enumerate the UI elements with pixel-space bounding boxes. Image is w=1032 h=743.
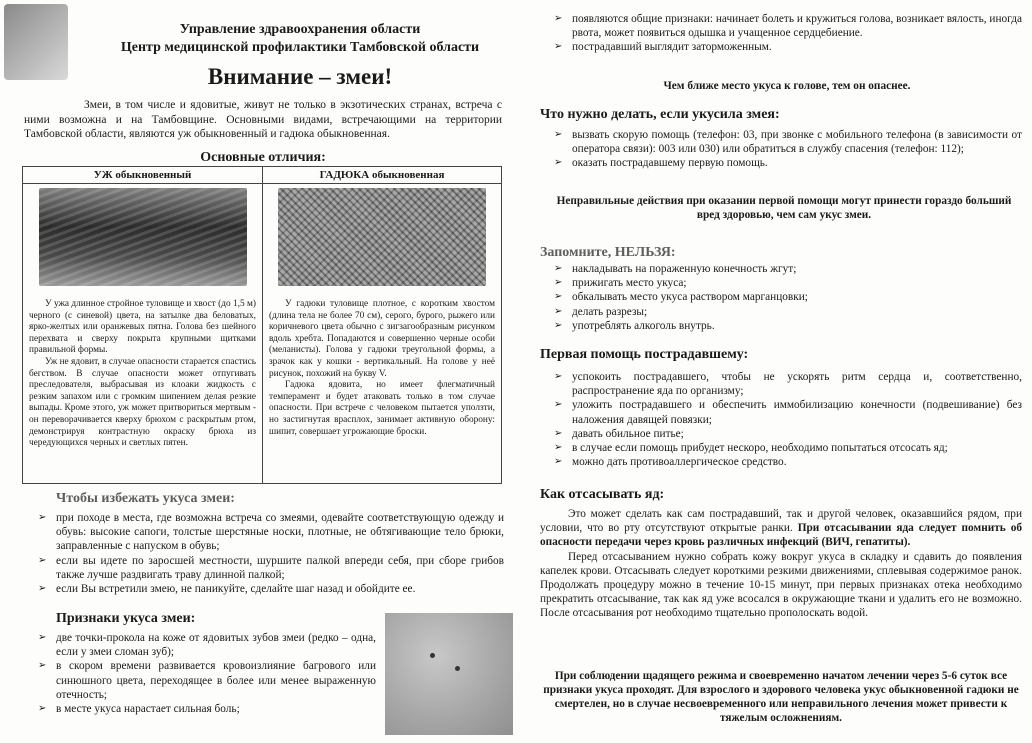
- suction-title: Как отсасывать яд:: [540, 487, 665, 502]
- list-item: ➢ уложить пострадавшего и обеспечить иммобилизацию конечности (подвешивание) без наложения давящей повязки;: [552, 398, 1022, 426]
- signs-list-continued: [552, 12, 1022, 55]
- list-item: ➢ пострадавший выглядит заторможенным.: [552, 40, 1022, 54]
- suction-instructions: [540, 507, 1022, 621]
- list-item: ➢ если вы идете по заросшей местности, шуршите палкой впереди себя, при сборе грибов также лучше раздвигать траву длинной палкой;: [36, 554, 504, 582]
- suction-paragraph-1: [540, 507, 1022, 550]
- avoid-title: Чтобы избежать укуса змеи:: [56, 491, 235, 506]
- list-item: ➢ оказать пострадавшему первую помощь.: [552, 156, 1022, 170]
- list-item: ➢ если Вы встретили змею, не паникуйте, сделайте шаг назад и обойдите ее.: [36, 582, 504, 596]
- differences-title: Основные отличия:: [200, 150, 326, 165]
- list-item: ➢ можно дать противоаллергическое средство.: [552, 455, 1022, 469]
- comparison-table: [22, 166, 502, 484]
- bite-photo: [385, 613, 513, 735]
- intro-paragraph: Змеи, в том числе и ядовитые, живут не только в экзотических странах, встреча с ними возможна и на Тамбовщине. Основными видами, встречающими на территории Тамбовской области, являются уж обыкновенный и гадюка обыкновенная.: [24, 99, 502, 140]
- signs-list: [36, 631, 376, 716]
- forbidden-list: [552, 262, 1022, 333]
- list-item: ➢ в случае если помощь прибудет нескоро, необходимо попытаться отсосать яд;: [552, 441, 1022, 455]
- org-line-1: Управление здравоохранения области: [179, 22, 421, 37]
- suction-paragraph-2: Перед отсасыванием нужно собрать кожу вокруг укуса в складку и сдавить до появления капелек крови. Отсасывать следует короткими резкими движениями, сплевывая содержимое ранок. Продолжать процедуру можно в течение 10-15 минут, при первых признаках отека необходимо прекратить отсасывание, так как яд уже всосался в окружающие ткани и удалить его не возможно. После отсасывания рот необходимо тщательно прополоскать водой.: [540, 550, 1022, 620]
- list-item: ➢ появляются общие признаки: начинает болеть и кружиться голова, возникает вялость, иногда рвота, может появиться одышка и учащенное сердцебиение.: [552, 12, 1022, 40]
- todo-list: [552, 128, 1022, 171]
- bite-puncture-mark: [430, 653, 435, 658]
- org-line-2: Центр медицинской профилактики Тамбовской области: [120, 40, 480, 55]
- list-item: ➢ вызвать скорую помощь (телефон: 03, при звонке с мобильного телефона (в зависимости от оператора связи): 003 или 030) или обратиться в службу спасения (телефон: 112);: [552, 128, 1022, 156]
- grass-snake-description: [29, 299, 256, 450]
- list-item: ➢ в месте укуса нарастает сильная боль;: [36, 702, 376, 716]
- recovery-note: При соблюдении щадящего режима и своевременно начатом лечении через 5-6 суток все признаки укуса проходят. Для взрослого и здорового человека укус обыкновенной гадюки не смертелен, но в случае несвоевременного или неправильного лечения может привести к тяжелым осложнениям.: [543, 670, 1019, 724]
- grass-snake-text-2: Уж не ядовит, в случае опасности старается спастись бегством. В случае опасности может отпугивать преследователя, выбрасывая из клоаки жидкость с резким запахом или с громким шипением делая резкие выпады. Кроме этого, уж может притвориться мертвым - он переворачивается кверху брюхом с раскрытым ртом, демонстрируя контрастную окраску брюха из чередующихся черных и светлых пятен.: [29, 356, 256, 449]
- viper-text-1: У гадюки туловище плотное, с коротким хвостом (длина тела не более 70 см), серого, бурого, рыжего или коричневого цвета обычно с зигзагообразным рисунком вдоль хребта. Попадаются и совершенно черные особи (меланисты). Голова у гадюки треугольной формы, а зрачок как у кошки - вертикальный. На голове у неё рисунок, похожий на букву V.: [269, 299, 495, 379]
- grass-snake-text-1: У ужа длинное стройное туловище и хвост (до 1,5 м) черного (с синевой) цвета, на затылке два беловатых, ярко-желтых или оранжевых пятна. Голова без шейного перехвата и сверху покрыта крупными щитками правильной формы.: [29, 299, 256, 356]
- avoid-list: [36, 511, 504, 596]
- grass-snake-column: [23, 167, 262, 483]
- viper-photo: [278, 188, 486, 286]
- viper-description: [269, 299, 495, 438]
- list-item: ➢ делать разрезы;: [552, 305, 1022, 319]
- list-item: ➢ прижигать место укуса;: [552, 276, 1022, 290]
- list-item: ➢ накладывать на пораженную конечность жгут;: [552, 262, 1022, 276]
- health-logo: [4, 4, 68, 80]
- grass-snake-heading: УЖ обыкновенный: [23, 167, 262, 184]
- first-aid-title: Первая помощь пострадавшему:: [540, 347, 749, 362]
- list-item: ➢ успокоить пострадавшего, чтобы не ускорять ритм сердца и, соответственно, распространение яда по организму;: [552, 370, 1022, 398]
- bite-puncture-mark: [455, 666, 460, 671]
- first-aid-list: [552, 370, 1022, 469]
- page-title: Внимание – змеи!: [207, 64, 393, 89]
- list-item: ➢ обкалывать место укуса раствором марганцовки;: [552, 290, 1022, 304]
- suction-text-b: При отсасывании яда следует помнить об опасности передачи через кровь различных инфекций (ВИЧ, гепатиты).: [540, 522, 1023, 549]
- forbidden-title: Запомните, НЕЛЬЗЯ:: [540, 245, 676, 260]
- list-item: ➢ при походе в места, где возможна встреча со змеями, одевайте соответствующую одежду и обувь: высокие сапоги, толстые шерстяные носки, плотные, не обтягивающие тело брюки, заправленные с напуском в обувь;: [36, 511, 504, 554]
- wrong-actions-warning: Неправильные действия при оказании первой помощи могут принести гораздо больший вред здоровью, чем сам укус змеи.: [556, 195, 1012, 221]
- todo-title: Что нужно делать, если укусила змея:: [540, 107, 780, 122]
- viper-heading: ГАДЮКА обыкновенная: [263, 167, 501, 184]
- viper-column: [262, 167, 501, 483]
- organization-header: [100, 21, 500, 57]
- list-item: ➢ давать обильное питье;: [552, 427, 1022, 441]
- signs-title: Признаки укуса змеи:: [56, 611, 196, 626]
- list-item: ➢ две точки-прокола на коже от ядовитых зубов змеи (редко – одна, если у змеи сломан зуб);: [36, 631, 376, 659]
- proximity-warning: Чем ближе место укуса к голове, тем он опаснее.: [663, 80, 911, 92]
- suction-text-a: Это может сделать как сам пострадавший, так и другой человек, оказавшийся рядом, при условии, что во рту отсутствуют открытые ранки.: [540, 508, 1022, 535]
- list-item: ➢ употреблять алкоголь внутрь.: [552, 319, 1022, 333]
- viper-text-2: Гадюка ядовита, но имеет флегматичный темперамент и будет атаковать только в том случае опасности. При встрече с человеком пытается уползти, но застигнутая врасплох, занимает активную оборону: шипит, совершает угрожающие броски.: [269, 380, 495, 437]
- list-item: ➢ в скором времени развивается кровоизлияние багрового или синюшного цвета, переходящее в более или менее выраженную отечность;: [36, 659, 376, 702]
- grass-snake-photo: [39, 188, 247, 286]
